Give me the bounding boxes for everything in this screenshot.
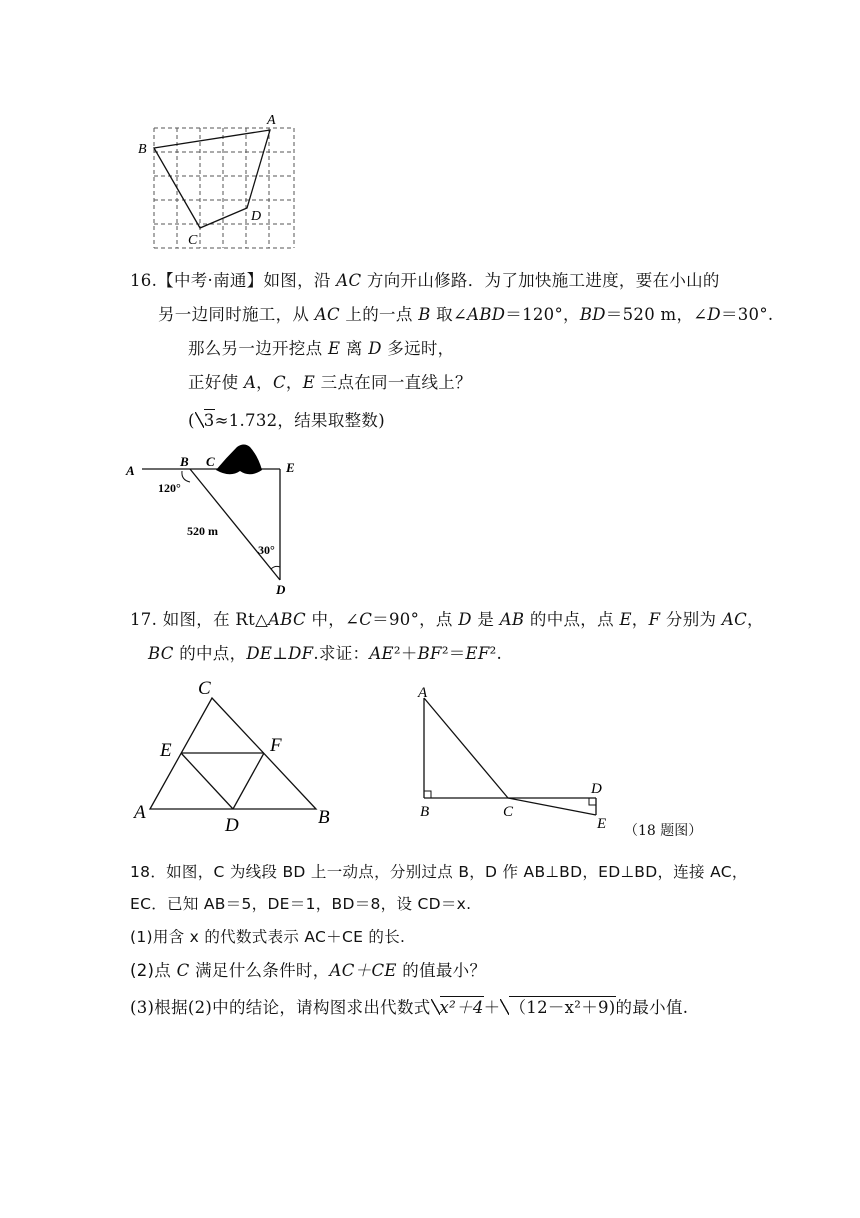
text: 3 [203, 411, 215, 430]
vertex-b-label: B [138, 142, 147, 157]
text: 离 [340, 339, 369, 358]
triangle-midpoints-figure [130, 678, 340, 838]
vertex-e-label: E [597, 816, 607, 832]
vertex-b-label: B [318, 807, 330, 828]
text: 是 [471, 610, 500, 629]
text: x²＋4 [439, 998, 484, 1017]
angle-120-label: 120° [158, 481, 181, 495]
q18-line2: EC．已知 AB＝5，DE＝1，BD＝8，设 CD＝x. [130, 895, 472, 913]
text: ， [631, 610, 649, 629]
text: 另一边同时施工，从 [158, 305, 315, 324]
text: AC [336, 271, 362, 290]
text: ABC [268, 610, 306, 629]
q17-line1 [130, 609, 764, 631]
q16-line1 [130, 270, 720, 292]
text: E [327, 339, 341, 358]
angle-30-label: 30° [258, 543, 275, 557]
text: 的中点， [173, 644, 247, 663]
q17-line2 [148, 643, 502, 665]
text: ＝120°， [505, 305, 580, 324]
q16-source: 【中考·南通】 [157, 271, 264, 290]
text: ， [285, 373, 303, 392]
text: 中，∠ [305, 610, 360, 629]
text: .求证： [313, 644, 370, 663]
text: 取∠ [430, 305, 468, 324]
text: D [707, 305, 721, 324]
text: ≈1.732，结果取整数) [214, 411, 385, 430]
q17-number: 17. [130, 610, 158, 629]
text: 分别为 [660, 610, 722, 629]
text: F [648, 610, 661, 629]
text: 三点在同一直线上？ [315, 373, 472, 392]
text: AC [721, 610, 747, 629]
segment-bd-figure [405, 680, 625, 835]
vertex-c-label: C [198, 678, 211, 699]
vertex-d-label: D [225, 815, 239, 836]
text: C [359, 610, 373, 629]
text: ＝90°，点 [372, 610, 459, 629]
text: 如图，在 Rt△ [162, 610, 269, 629]
q18-line1: 18．如图，C 为线段 BD 上一动点，分别过点 B，D 作 AB⊥BD，ED⊥BD，连接 AC， [130, 863, 748, 881]
q16-line2 [158, 304, 773, 326]
text: ⊥ [272, 644, 289, 663]
text: ². [489, 644, 503, 663]
text: BD [579, 305, 606, 324]
text: A [243, 373, 257, 392]
q18-part2 [130, 960, 486, 982]
vertex-b-label: B [420, 804, 430, 820]
vertex-c-label: C [503, 804, 514, 820]
text: ²＝ [441, 644, 466, 663]
vertex-d-label: D [591, 781, 602, 797]
text: C [272, 373, 286, 392]
q16-line4 [188, 372, 472, 394]
vertex-a-label: A [418, 685, 428, 701]
text: B [418, 305, 431, 324]
text: 方向开山修路．为了加快施工进度，要在小山的 [361, 271, 720, 290]
text: ABD [467, 305, 506, 324]
text: AC＋CE [329, 961, 397, 980]
text: AC [314, 305, 340, 324]
text: （12－x²＋9) [509, 998, 616, 1017]
text: AE [369, 644, 394, 663]
text: (2)点 [130, 961, 177, 980]
mountain-road-figure [120, 440, 320, 605]
text: BF [417, 644, 442, 663]
length-520-label: 520 m [187, 524, 218, 538]
text: E [619, 610, 632, 629]
text: ( [188, 411, 195, 430]
vertex-a-label: A [134, 802, 146, 823]
text: ＝30°. [720, 305, 774, 324]
label-a: A [126, 463, 135, 478]
text: DF [288, 644, 314, 663]
text: ， [256, 373, 273, 392]
text: BC [148, 644, 174, 663]
text: 的最小值. [615, 998, 689, 1017]
text: ²＋ [393, 644, 418, 663]
vertex-c-label: C [188, 233, 198, 248]
text: 的中点，点 [524, 610, 620, 629]
vertex-e-label: E [160, 740, 172, 761]
text: ， [747, 610, 764, 629]
text: C [176, 961, 190, 980]
text: ＝520 m，∠ [605, 305, 708, 324]
vertex-f-label: F [270, 735, 282, 756]
label-d: D [276, 582, 286, 597]
text: AB [499, 610, 525, 629]
q16-hint [188, 410, 385, 432]
label-c: C [206, 454, 215, 469]
q16-number: 16. [130, 271, 158, 290]
text: 如图，沿 [263, 271, 337, 290]
text: 多远时， [381, 339, 455, 358]
sqrt-symbol [500, 997, 615, 1019]
text: ＋ [483, 998, 501, 1017]
sqrt-symbol [431, 997, 484, 1019]
text: 正好使 [188, 373, 244, 392]
text: D [368, 339, 382, 358]
text: 上的一点 [339, 305, 419, 324]
label-e: E [286, 460, 295, 475]
mountain-icon [216, 445, 262, 475]
vertex-d-label: D [251, 209, 262, 224]
text: E [302, 373, 316, 392]
q18-part1: (1)用含 x 的代数式表示 AC＋CE 的长. [130, 928, 406, 946]
figure-18-caption: （18 题图） [624, 823, 703, 839]
text: EF [465, 644, 490, 663]
vertex-a-label: A [267, 113, 276, 128]
label-b: B [180, 454, 189, 469]
text: D [458, 610, 472, 629]
sqrt-symbol [195, 410, 215, 432]
q16-line3 [188, 338, 454, 360]
text: 那么另一边开挖点 [188, 339, 328, 358]
grid-quadrilateral-figure [130, 110, 310, 255]
text: 的值最小？ [396, 961, 487, 980]
text: 满足什么条件时， [189, 961, 330, 980]
text: DE [246, 644, 273, 663]
text: (3)根据(2)中的结论，请构图求出代数式 [130, 998, 431, 1017]
q18-part3 [130, 997, 688, 1019]
